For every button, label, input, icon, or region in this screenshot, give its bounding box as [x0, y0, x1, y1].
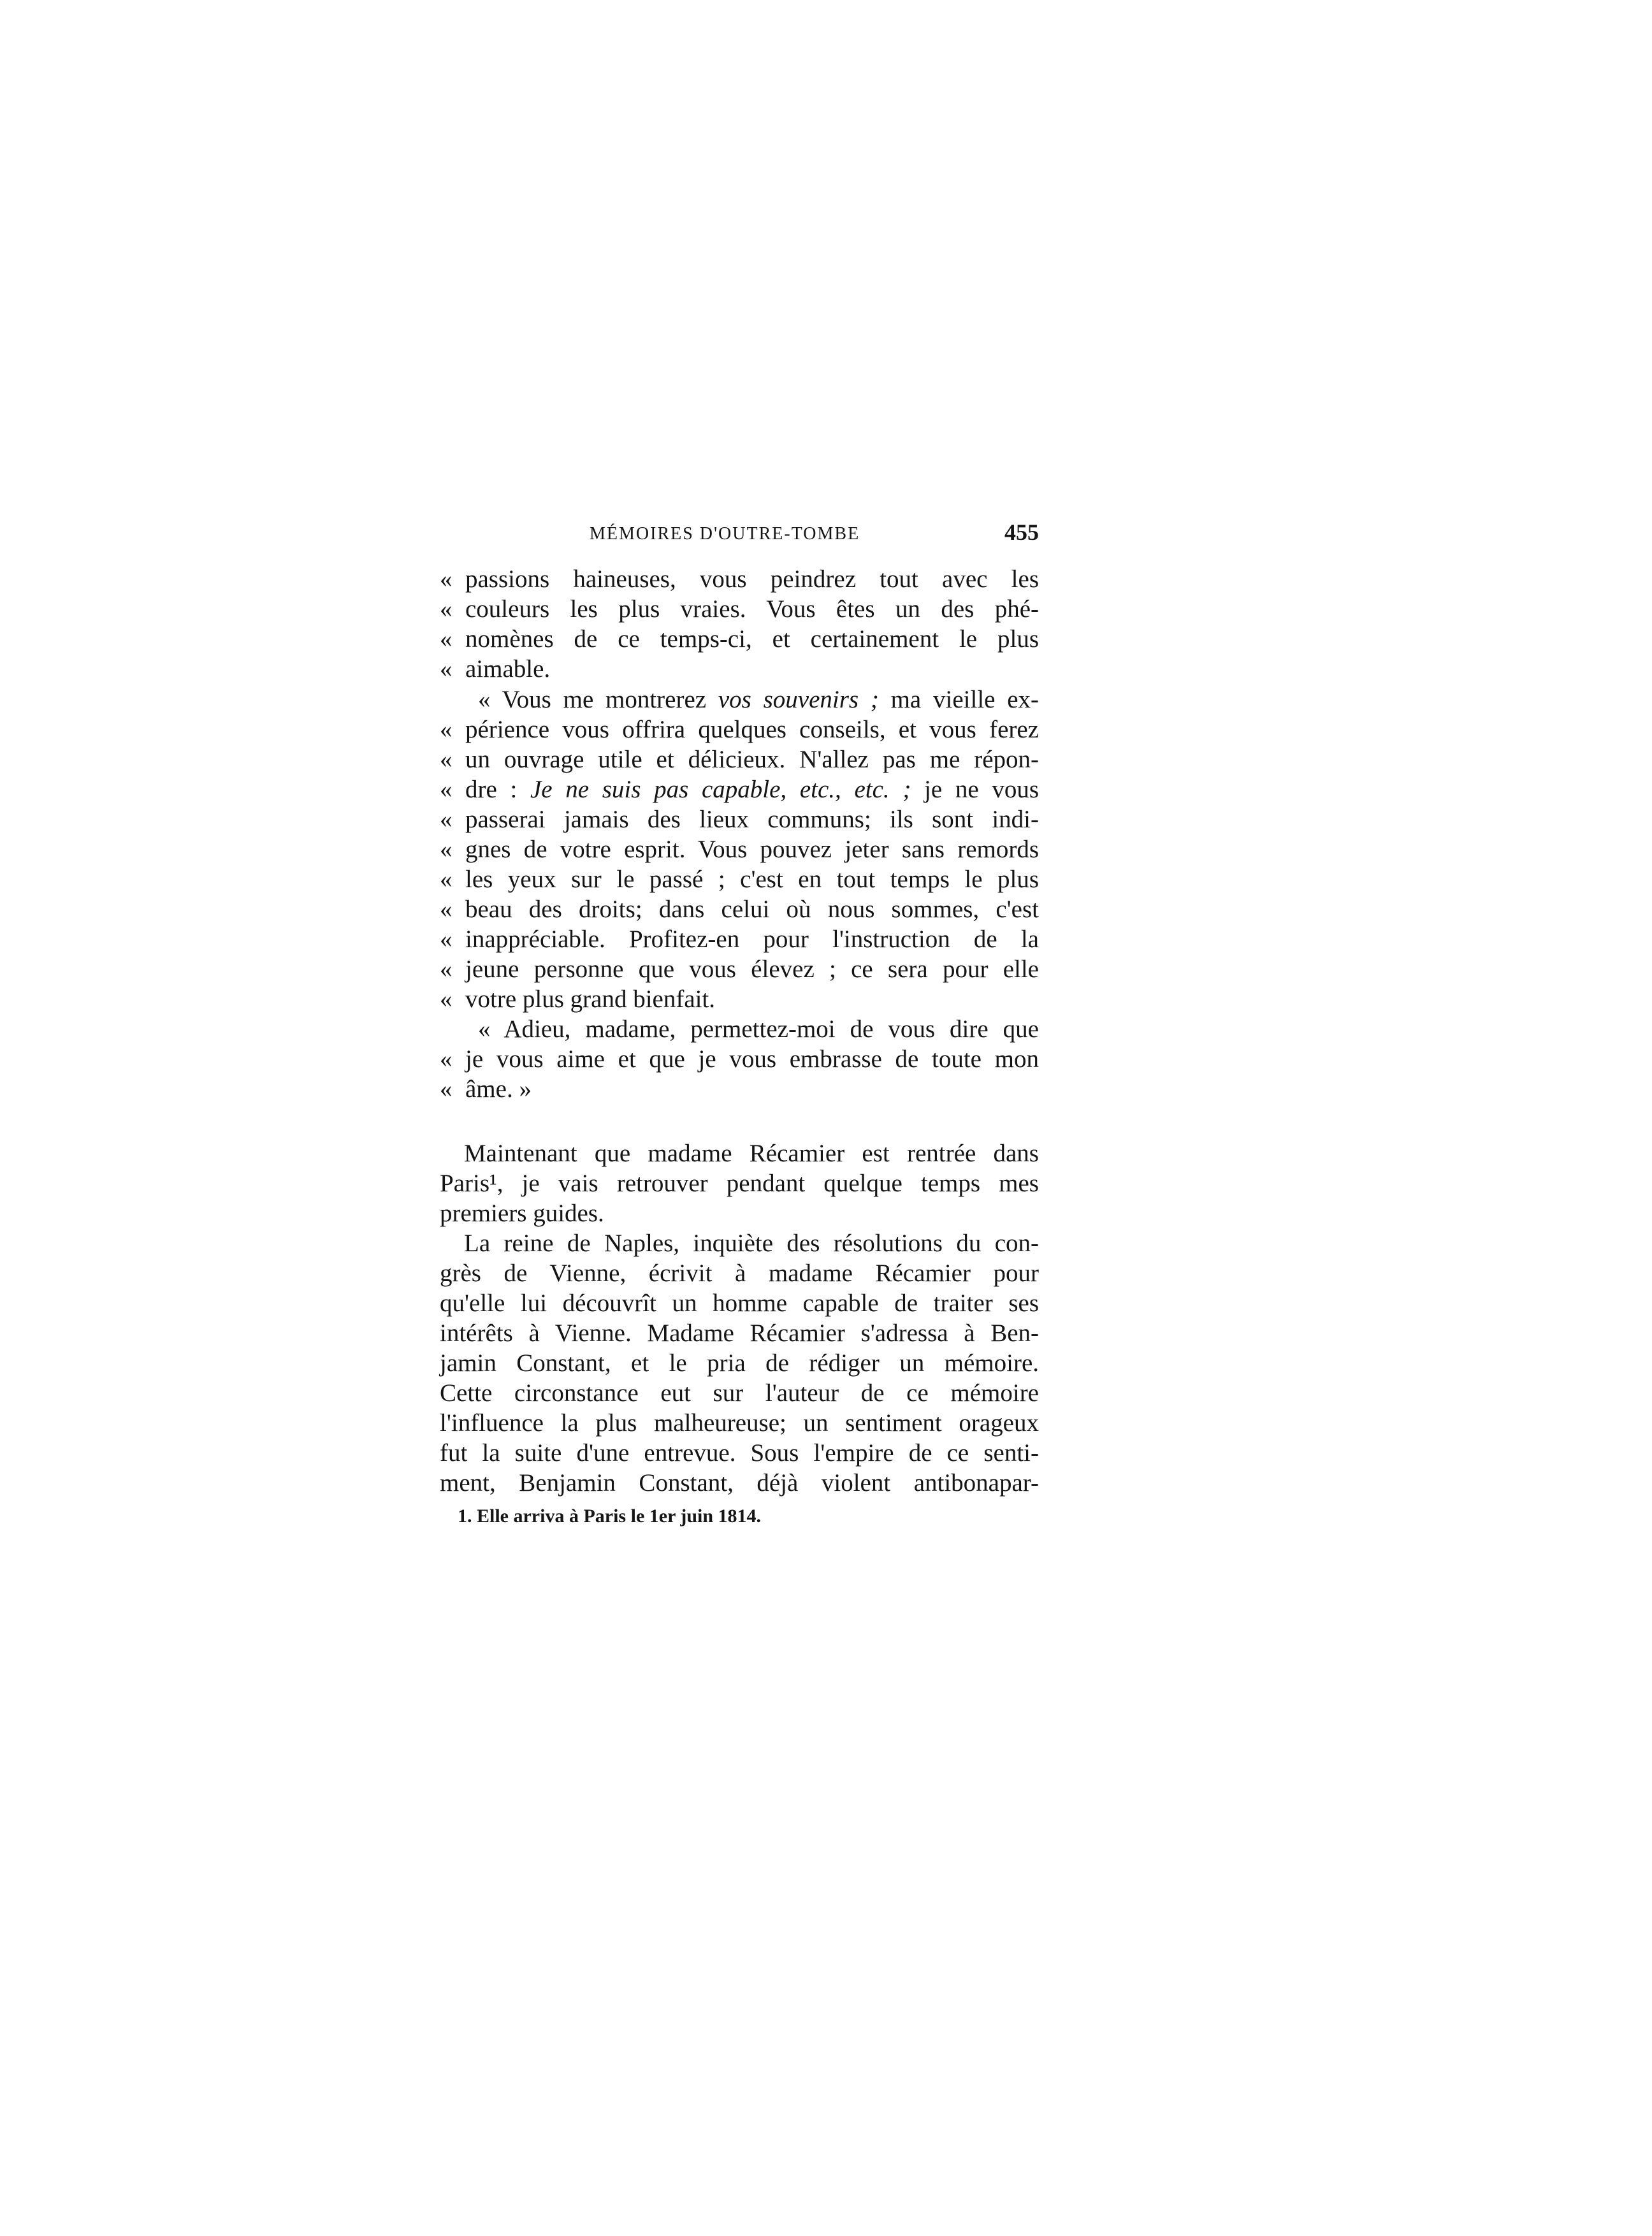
- letter-line: [440, 1015, 1039, 1044]
- narrative-line-text: grès de Vienne, écrivit à madame Récamier pour: [440, 1260, 1039, 1287]
- letter-line-text: aimable.: [465, 655, 551, 683]
- letter-line: [440, 835, 1039, 864]
- narrative-line: [440, 1289, 1039, 1318]
- guillemet: «: [440, 776, 453, 803]
- narrative-line: [440, 1139, 1039, 1168]
- footnote-text: 1. Elle arriva à Paris le 1er juin 1814.: [458, 1506, 762, 1527]
- guillemet: «: [440, 866, 453, 893]
- letter-line: [440, 715, 1039, 744]
- letter-line: [440, 925, 1039, 954]
- letter-line-text: votre plus grand bienfait.: [465, 985, 716, 1013]
- guillemet: «: [440, 896, 453, 923]
- guillemet: «: [440, 625, 453, 653]
- narrative-line: [440, 1379, 1039, 1408]
- guillemet: «: [440, 655, 453, 683]
- narrative-line: [440, 1319, 1039, 1348]
- narrative-line-text: La reine de Naples, inquiète des résolutions du con-: [464, 1230, 1039, 1257]
- page-header: [440, 521, 1039, 547]
- letter-line-text: dre : Je ne suis pas capable, etc., etc. ; je ne vous: [465, 776, 1039, 803]
- letter-line-text: passerai jamais des lieux communs; ils sont indi-: [465, 806, 1039, 833]
- letter-line: [440, 1075, 1039, 1104]
- letter-line-text: jeune personne que vous élevez ; ce sera pour elle: [465, 955, 1039, 983]
- narrative-line-text: intérêts à Vienne. Madame Récamier s'adressa à Ben-: [440, 1319, 1039, 1347]
- guillemet: «: [440, 595, 453, 623]
- narrative-line: [440, 1469, 1039, 1497]
- letter-line: [440, 565, 1039, 594]
- italic-phrase: vos souvenirs ;: [718, 686, 879, 713]
- letter-line: [440, 955, 1039, 984]
- guillemet: «: [440, 1045, 453, 1073]
- narrative-line-text: Cette circonstance eut sur l'auteur de ce mémoire: [440, 1379, 1039, 1407]
- letter-line: [440, 865, 1039, 894]
- narrative-line: [440, 1439, 1039, 1468]
- guillemet: «: [440, 746, 453, 773]
- letter-line: [440, 805, 1039, 834]
- narrative-line-text: premiers guides.: [440, 1200, 604, 1227]
- narrative-line-text: qu'elle lui découvrît un homme capable de traiter ses: [440, 1289, 1039, 1317]
- guillemet: «: [440, 565, 453, 593]
- narrative-line-text: fut la suite d'une entrevue. Sous l'empire de ce senti-: [440, 1439, 1039, 1467]
- narrative-line-text: l'influence la plus malheureuse; un sentiment orageux: [440, 1409, 1039, 1437]
- narrative-line-text: jamin Constant, et le pria de rédiger un mémoire.: [440, 1349, 1039, 1377]
- footnote: [440, 1506, 1039, 1531]
- narrative-line: [440, 1349, 1039, 1378]
- letter-line-text: je vous aime et que je vous embrasse de toute mon: [465, 1045, 1039, 1073]
- letter-line-text: beau des droits; dans celui où nous sommes, c'est: [465, 896, 1039, 923]
- narrative-line: [440, 1259, 1039, 1288]
- narrative-line: [440, 1229, 1039, 1258]
- page-number: 455: [1004, 519, 1039, 545]
- narrative-line-text: Paris¹, je vais retrouver pendant quelque temps mes: [440, 1170, 1039, 1197]
- narrative-line: [440, 1409, 1039, 1438]
- letter-line-text: périence vous offrira quelques conseils, et vous ferez: [465, 716, 1039, 743]
- guillemet: «: [440, 926, 453, 953]
- letter-line-text: « Adieu, madame, permettez-moi de vous dire que: [478, 1015, 1039, 1043]
- narrative-line-text: Maintenant que madame Récamier est rentrée dans: [464, 1140, 1039, 1167]
- letter-line-text: les yeux sur le passé ; c'est en tout temps le plus: [465, 866, 1039, 893]
- guillemet: «: [440, 716, 453, 743]
- italic-phrase: Je ne suis pas capable, etc., etc. ;: [530, 776, 911, 803]
- guillemet: «: [440, 985, 453, 1013]
- letter-line-text: âme. »: [465, 1075, 532, 1103]
- letter-line-text: couleurs les plus vraies. Vous êtes un des phé-: [465, 595, 1039, 623]
- narrative-line: [440, 1199, 1039, 1228]
- guillemet: «: [440, 1075, 453, 1103]
- guillemet: «: [440, 836, 453, 863]
- letter-line: [440, 1045, 1039, 1074]
- letter-line: [440, 685, 1039, 715]
- letter-line-text: passions haineuses, vous peindrez tout avec les: [465, 565, 1039, 593]
- letter-line-text: nomènes de ce temps-ci, et certainement le plus: [465, 625, 1039, 653]
- letter-line: [440, 775, 1039, 804]
- narrative-line: [440, 1169, 1039, 1198]
- running-title: MÉMOIRES D'OUTRE-TOMBE: [590, 524, 860, 544]
- letter-line: [440, 595, 1039, 624]
- letter-line: [440, 655, 1039, 684]
- letter-line: [440, 985, 1039, 1014]
- guillemet: «: [440, 806, 453, 833]
- letter-line: [440, 895, 1039, 924]
- letter-line-text: un ouvrage utile et délicieux. N'allez pas me répon-: [465, 746, 1039, 773]
- guillemet: «: [440, 955, 453, 983]
- letter-line: [440, 625, 1039, 654]
- letter-line-text: inappréciable. Profitez-en pour l'instruction de la: [465, 926, 1039, 953]
- narrative-line-text: ment, Benjamin Constant, déjà violent antibonapar-: [440, 1469, 1039, 1497]
- letter-line: [440, 745, 1039, 774]
- letter-line-text: « Vous me montrerez vos souvenirs ; ma vieille ex-: [478, 686, 1040, 713]
- letter-line-text: gnes de votre esprit. Vous pouvez jeter sans remords: [465, 836, 1039, 863]
